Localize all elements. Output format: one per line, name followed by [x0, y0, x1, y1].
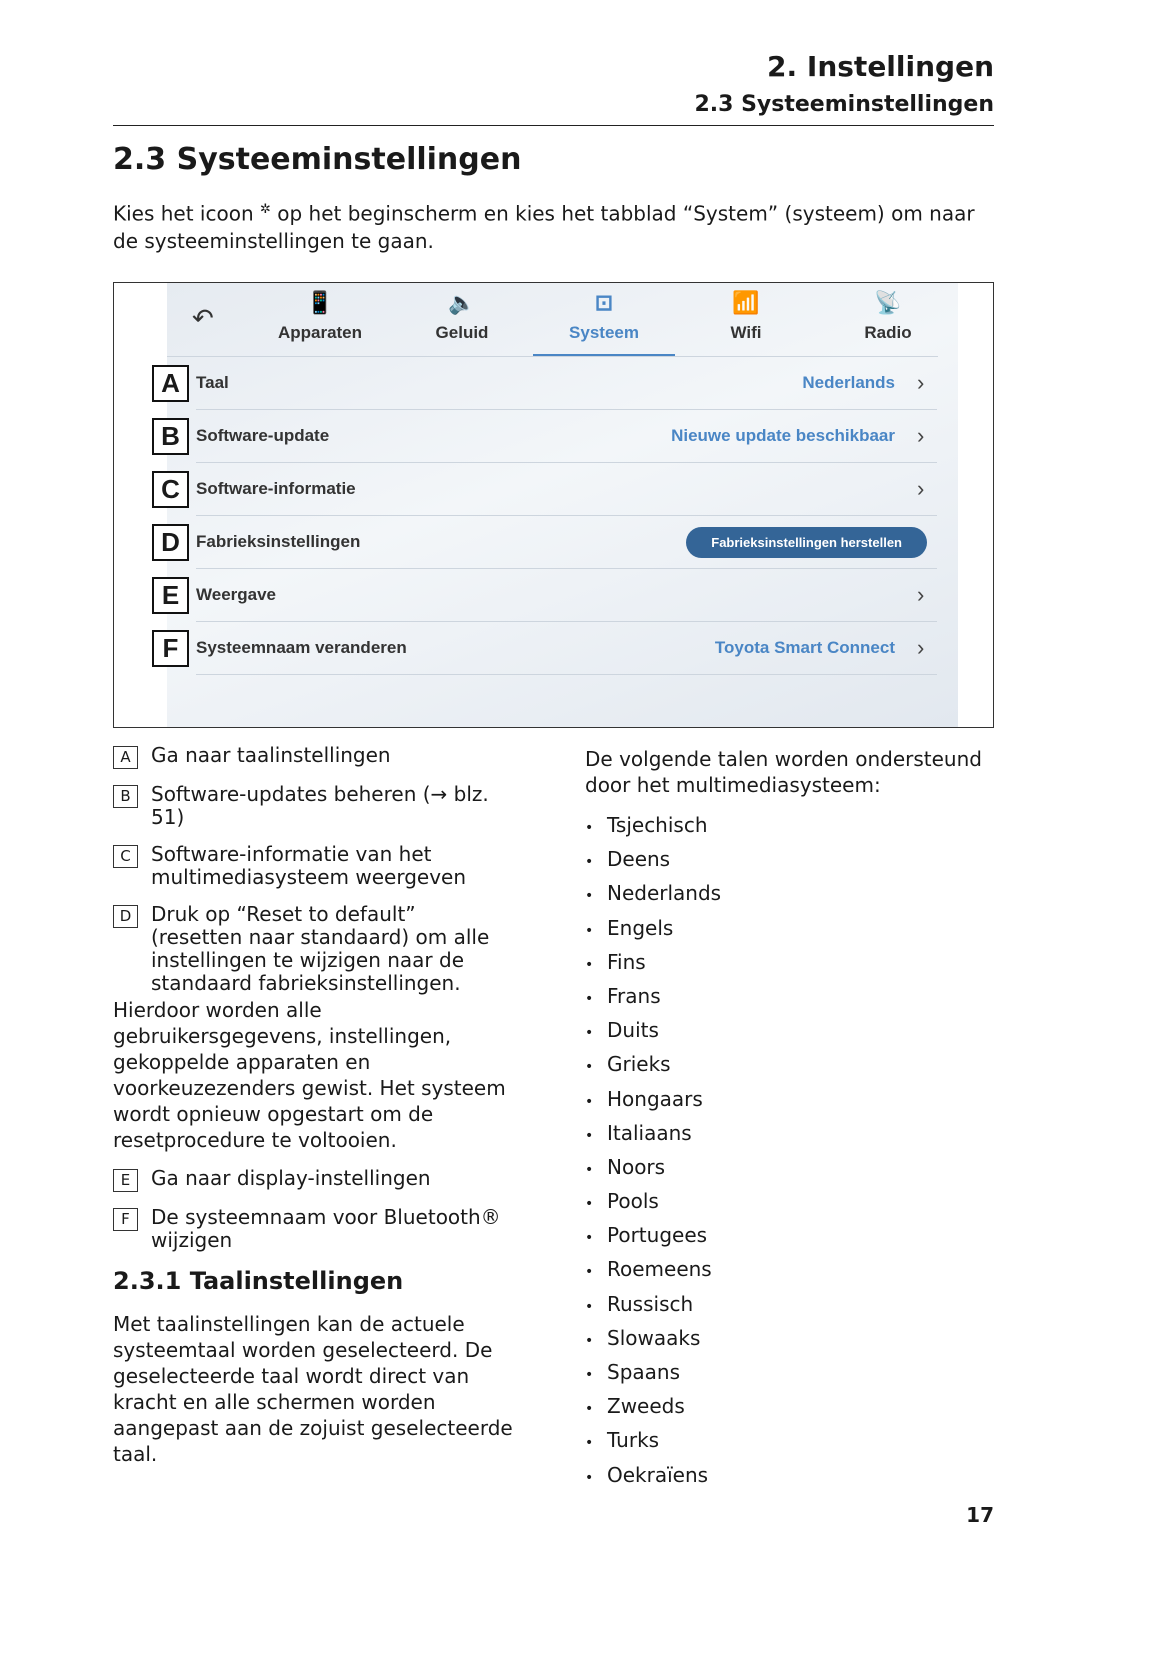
tab-systeem[interactable]: [533, 285, 675, 357]
legend-text: Druk op “Reset to default” (resetten naar standaard) om alle instellingen te wijzigen naar de standaard fabrieksinstellingen.: [151, 902, 490, 995]
page-number: 17: [966, 1503, 994, 1527]
row-label: Taal: [196, 373, 229, 392]
legend-letter: A: [113, 746, 138, 769]
tab-apparaten[interactable]: [249, 285, 391, 357]
settings-row-b[interactable]: [196, 410, 937, 463]
systeem-icon: ⊡: [594, 290, 614, 315]
language-item: • Hongaars: [585, 1082, 995, 1116]
tab-radio[interactable]: [817, 285, 959, 357]
intro-after: op het beginscherm en kies het tabblad “System” (systeem) om naar de systeeminstellingen te gaan.: [113, 201, 975, 253]
row-value: Nederlands: [802, 373, 895, 392]
callout-letter: E: [152, 577, 189, 614]
language-item: • Zweeds: [585, 1389, 995, 1423]
language-item: • Nederlands: [585, 876, 995, 910]
settings-row-d[interactable]: [196, 516, 937, 569]
subsection-text: Met taalinstellingen kan de actuele systeemtaal worden geselecteerd. De geselecteerde taal wordt direct van kracht en alle schermen worden aangepast aan de zojuist geselecteerde taal.: [113, 1312, 513, 1466]
screenshot-figure: [113, 282, 994, 728]
language-item: • Noors: [585, 1150, 995, 1184]
chevron-right-icon: ›: [917, 476, 925, 501]
language-item: • Duits: [585, 1013, 995, 1047]
wifi-icon: 📶: [732, 290, 760, 315]
callout-letter: B: [152, 418, 189, 455]
intro-text: [113, 196, 994, 255]
row-value: Nieuwe update beschikbaar: [671, 426, 895, 445]
settings-row-a[interactable]: [196, 357, 937, 410]
tab-label: Systeem: [569, 323, 639, 342]
callout-letter: C: [152, 471, 189, 508]
language-item: • Deens: [585, 842, 995, 876]
legend-item: [113, 783, 513, 829]
language-item: • Engels: [585, 911, 995, 945]
tab-label: Wifi: [730, 323, 762, 342]
tab-label: Radio: [864, 323, 912, 342]
page-title: 2.3 Systeeminstellingen: [113, 142, 522, 177]
legend-text: Ga naar display-instellingen: [151, 1166, 431, 1190]
tab-geluid[interactable]: [391, 285, 533, 357]
legend-item: [113, 744, 513, 769]
settings-row-f[interactable]: [196, 622, 937, 675]
row-label: Systeemnaam veranderen: [196, 638, 407, 657]
legend-item: [113, 903, 513, 995]
header-rule: [113, 125, 994, 126]
intro-before: Kies het icoon: [113, 201, 254, 226]
languages-column: [585, 746, 995, 1492]
chevron-right-icon: ›: [917, 582, 925, 607]
settings-row-e[interactable]: [196, 569, 937, 622]
apparaten-icon: 📱: [306, 290, 334, 315]
language-item: • Grieks: [585, 1047, 995, 1081]
gear-icon: ✲: [260, 202, 271, 217]
section-header: 2.3 Systeeminstellingen: [694, 92, 994, 117]
subsection-title: 2.3.1 Taalinstellingen: [113, 1267, 404, 1295]
settings-row-c[interactable]: [196, 463, 937, 516]
legend-column: [113, 744, 513, 1467]
tab-label: Geluid: [435, 323, 489, 342]
callout-letter: A: [152, 365, 189, 402]
chapter-header: 2. Instellingen: [767, 50, 994, 83]
legend-item: [113, 1206, 513, 1252]
row-label: Software-informatie: [196, 479, 356, 498]
language-item: • Russisch: [585, 1287, 995, 1321]
row-label: Software-update: [196, 426, 330, 445]
legend-letter: E: [113, 1169, 138, 1192]
language-item: • Fins: [585, 945, 995, 979]
language-item: • Roemeens: [585, 1252, 995, 1286]
legend-letter: B: [113, 785, 138, 808]
legend-text: Software-updates beheren (→ blz. 51): [151, 782, 489, 829]
back-icon[interactable]: ↶: [192, 303, 214, 333]
legend-item: [113, 843, 513, 889]
language-item: • Italiaans: [585, 1116, 995, 1150]
legend-letter: C: [113, 845, 138, 868]
language-item: • Turks: [585, 1423, 995, 1457]
legend-text: Ga naar taalinstellingen: [151, 743, 391, 767]
language-item: • Pools: [585, 1184, 995, 1218]
tab-wifi[interactable]: [675, 285, 817, 357]
row-value: Toyota Smart Connect: [714, 638, 895, 657]
languages-list: [585, 808, 995, 1492]
language-item: • Spaans: [585, 1355, 995, 1389]
languages-intro: De volgende talen worden ondersteund door het multimediasysteem:: [585, 747, 982, 797]
language-item: • Tsjechisch: [585, 808, 995, 842]
row-label: Fabrieksinstellingen: [196, 532, 361, 551]
legend-text: De systeemnaam voor Bluetooth® wijzigen: [151, 1205, 501, 1252]
reset-note: Hierdoor worden alle gebruikersgegevens, instellingen, gekoppelde apparaten en voorkeuzezenders gewist. Het systeem wordt opnieuw opgestart om de resetprocedure te voltooien.: [113, 998, 506, 1152]
callout-letter: F: [152, 630, 189, 667]
system-settings-screen: [167, 283, 958, 727]
language-item: • Portugees: [585, 1218, 995, 1252]
radio-icon: 📡: [874, 290, 902, 315]
tab-label: Apparaten: [277, 323, 363, 342]
factory-reset-button[interactable]: Fabrieksinstellingen herstellen: [686, 527, 927, 558]
callout-letter: D: [152, 524, 189, 561]
language-item: • Oekraïens: [585, 1458, 995, 1492]
geluid-icon: 🔈: [448, 290, 476, 315]
legend-letter: D: [113, 905, 138, 928]
language-item: • Slowaaks: [585, 1321, 995, 1355]
row-label: Weergave: [196, 585, 277, 604]
chevron-right-icon: ›: [917, 423, 925, 448]
legend-item: [113, 1167, 513, 1192]
legend-letter: F: [113, 1208, 138, 1231]
chevron-right-icon: ›: [917, 370, 925, 395]
legend-text: Software-informatie van het multimediasysteem weergeven: [151, 842, 467, 889]
chevron-right-icon: ›: [917, 635, 925, 660]
language-item: • Frans: [585, 979, 995, 1013]
